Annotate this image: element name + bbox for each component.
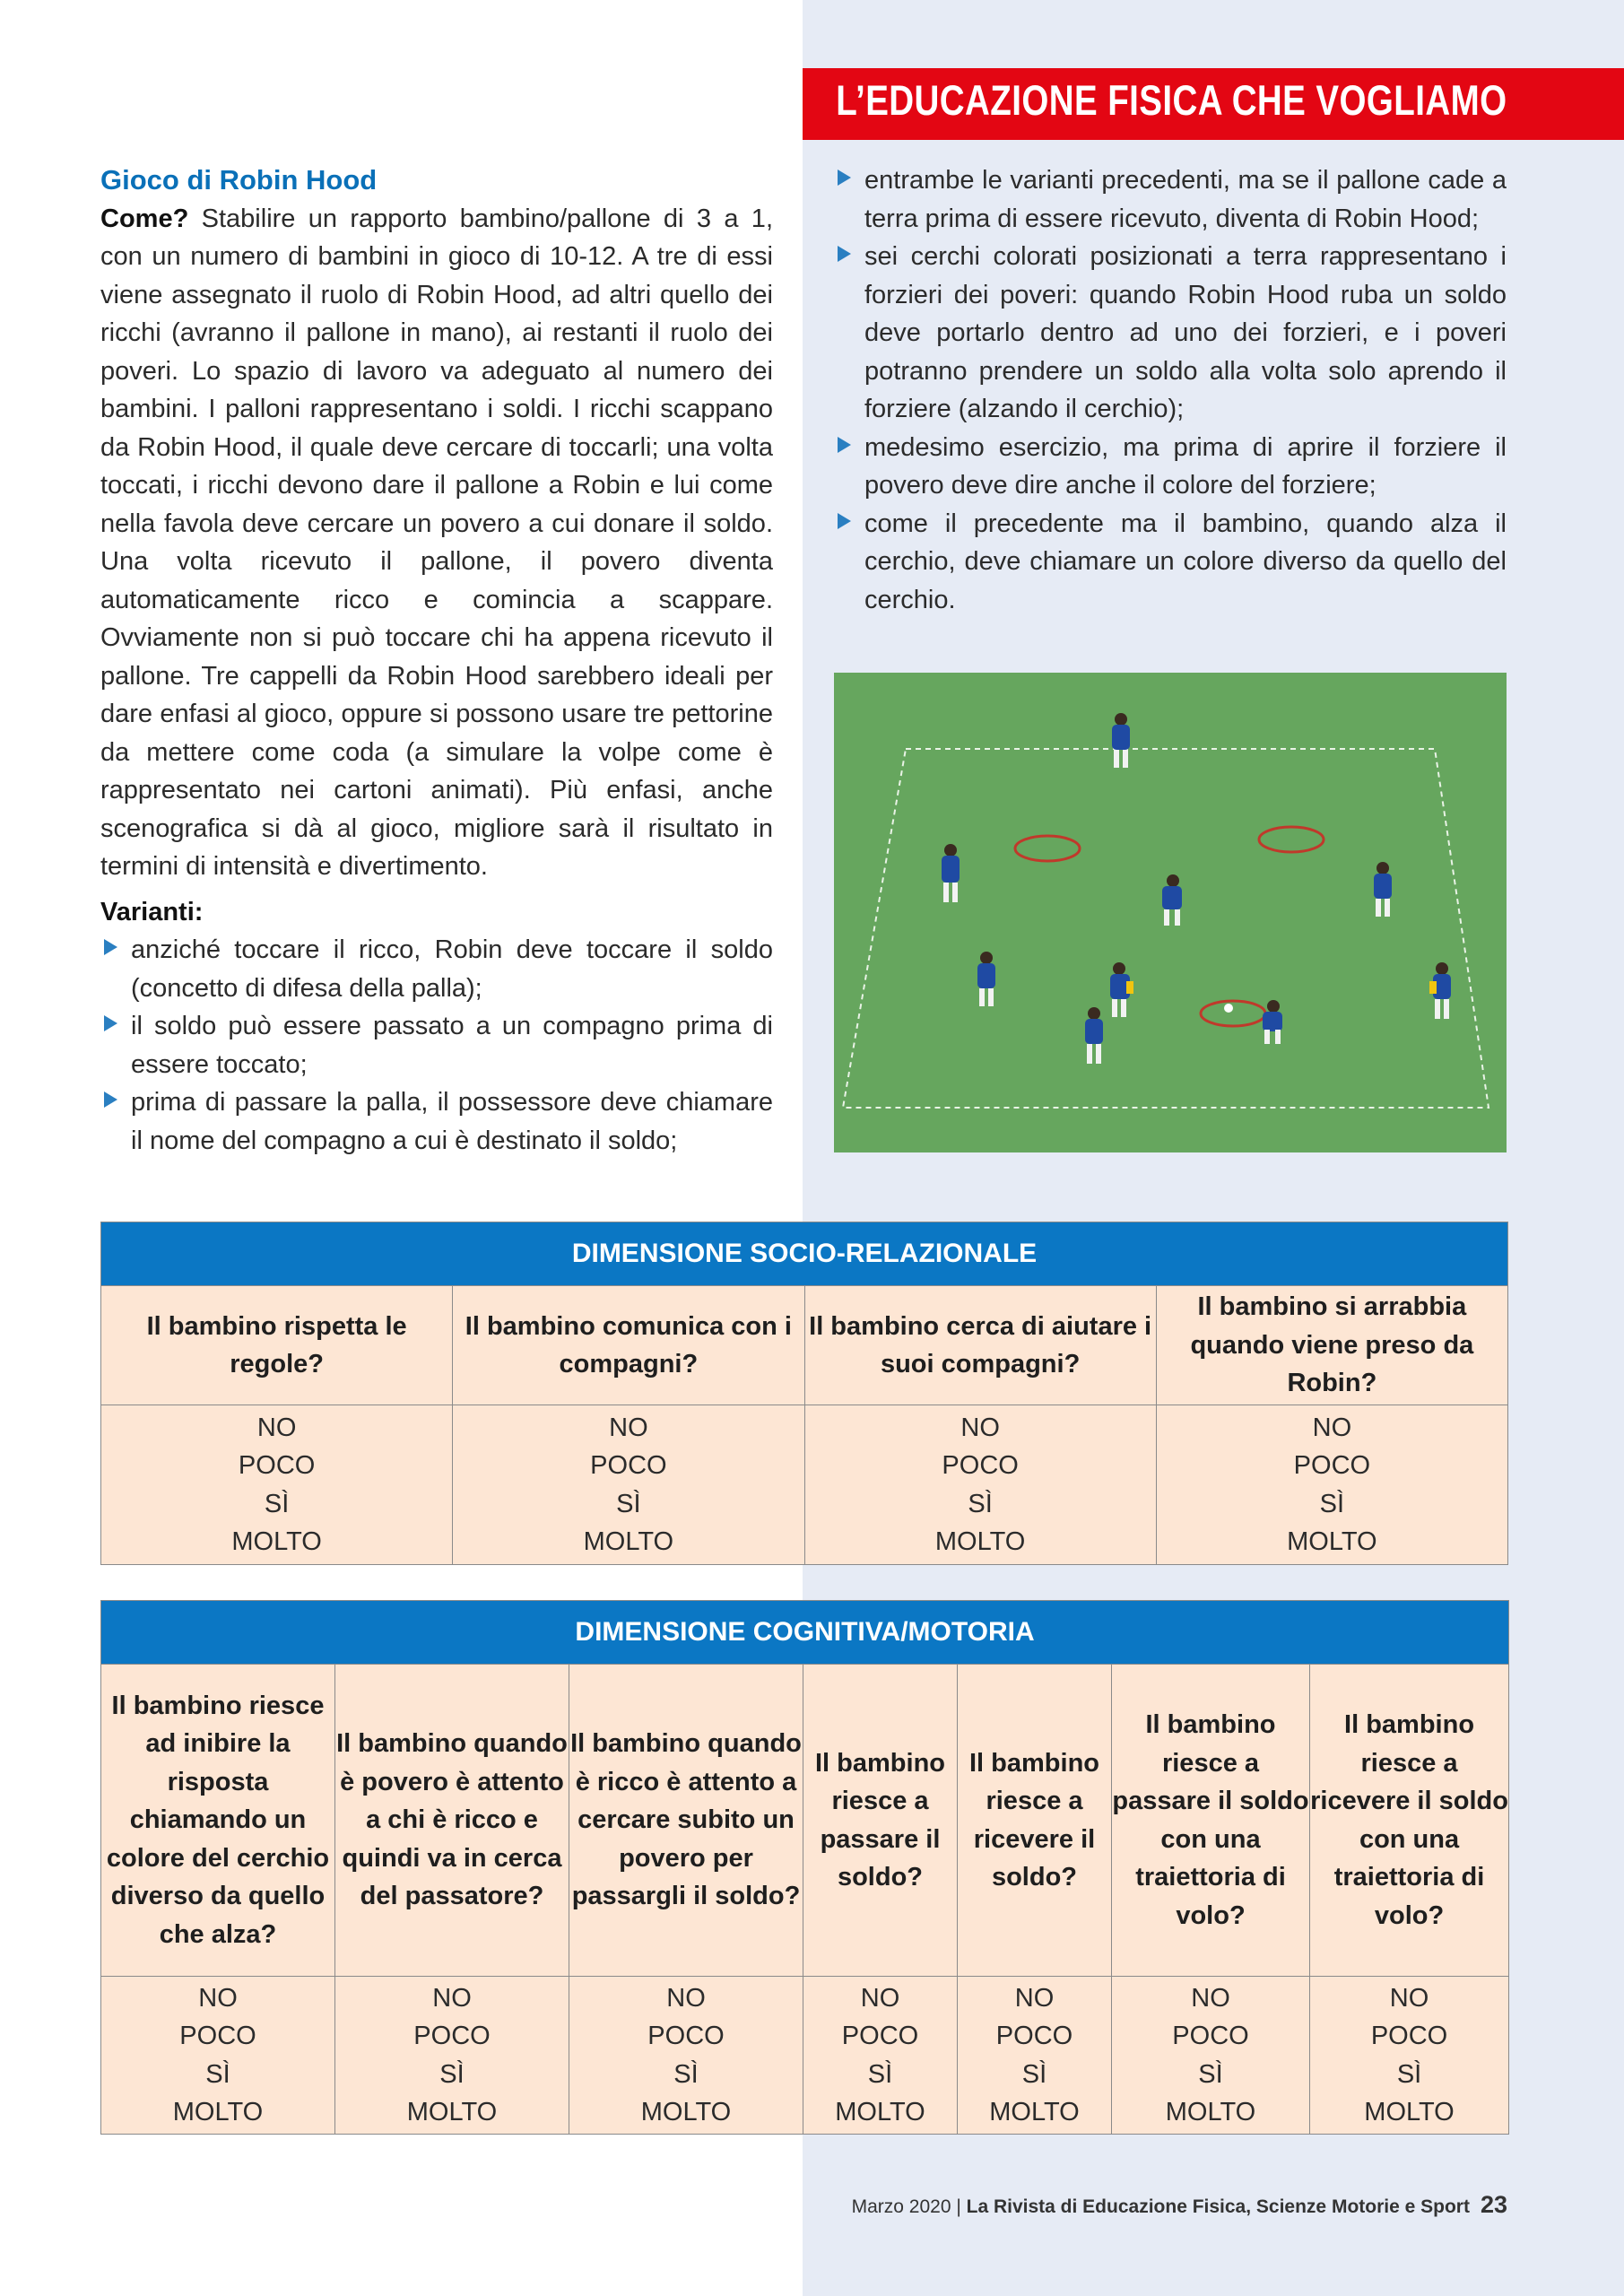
come-text: Stabilire un rapporto bambino/pallone di 3 a 1, con un numero di bambini in gioco di 10-12. A tre di essi viene assegnato il ruolo di Robin Hood, ad altri quello dei ricchi (avranno il pallone in mano), ai restanti il ruolo dei poveri. Lo spazio di lavoro va adeguato al numero dei bambini. I palloni rappresentano i soldi. I ricchi scappano da Robin Hood, il quale deve cercare di toccarli; una volta toccati, i ricchi devono dare il pallone a Robin e lui come nella favola deve cercare un povero a cui donare il soldo. Una volta ricevuto il pallone, il povero diventa automaticamente ricco e comincia a scappare. Ovviamente non si può toccare chi ha appena ricevuto il pallone. Tre cappelli da Robin Hood sarebbero ideali per dare enfasi al gioco, oppure si possono usare tre pettorine da mettere come coda (a simulare la volpe come è rappresentato nei cartoni animati). Più enfasi, anche scenografica si dà al gioco, migliore sarà il risultato in termini di intensità e divertimento. — [100, 204, 773, 881]
answer-options-cell: NO POCO SÌ MOLTO — [569, 1977, 803, 2135]
section-banner — [803, 68, 1624, 140]
question-cell: Il bambino riesce a passare il soldo? — [803, 1665, 958, 1977]
triangle-bullet-icon — [104, 1015, 117, 1031]
triangle-bullet-icon — [838, 246, 851, 262]
question-cell: Il bambino si arrabbia quando viene preso da Robin? — [1156, 1286, 1507, 1405]
page-number: 23 — [1480, 2191, 1507, 2218]
question-cell: Il bambino quando è povero è attento a chi è ricco e quindi va in cerca del passatore? — [335, 1665, 569, 1977]
page-footer — [852, 2191, 1507, 2219]
list-item: entrambe le varianti precedenti, ma se il pallone cade a terra prima di essere ricevuto, diventa di Robin Hood; — [834, 161, 1507, 238]
answer-options-cell: NO POCO SÌ MOLTO — [1112, 1977, 1310, 2135]
question-cell: Il bambino comunica con i compagni? — [453, 1286, 804, 1405]
footer-separator: | — [951, 2196, 967, 2217]
ball-icon — [1224, 1004, 1233, 1013]
answer-options-cell: NO POCO SÌ MOLTO — [453, 1405, 804, 1565]
question-cell: Il bambino rispetta le regole? — [101, 1286, 453, 1405]
question-cell: Il bambino riesce ad inibire la risposta chiamando un colore del cerchio diverso da quello che alza? — [101, 1665, 335, 1977]
cognitive-motor-table — [100, 1600, 1509, 2135]
answer-options-cell: NO POCO SÌ MOLTO — [1156, 1405, 1507, 1565]
footer-date: Marzo 2020 — [851, 2196, 951, 2217]
list-item: come il precedente ma il bambino, quando alza il cerchio, deve chiamare un colore diverso da quello del cerchio. — [834, 505, 1507, 620]
left-column — [100, 161, 773, 1160]
game-field-illustration — [834, 673, 1507, 1152]
triangle-bullet-icon — [104, 1091, 117, 1108]
triangle-bullet-icon — [838, 513, 851, 529]
come-label: Come? — [100, 204, 189, 233]
answer-options-cell: NO POCO SÌ MOLTO — [101, 1405, 453, 1565]
answer-options-cell: NO POCO SÌ MOLTO — [958, 1977, 1112, 2135]
question-cell: Il bambino riesce a ricevere il soldo? — [958, 1665, 1112, 1977]
question-cell: Il bambino riesce a passare il soldo con una traiettoria di volo? — [1112, 1665, 1310, 1977]
answer-options-cell: NO POCO SÌ MOLTO — [804, 1405, 1156, 1565]
question-cell: Il bambino quando è ricco è attento a cercare subito un povero per passargli il soldo? — [569, 1665, 803, 1977]
list-item: medesimo esercizio, ma prima di aprire il forziere il povero deve dire anche il colore del forziere; — [834, 429, 1507, 505]
table-header: DIMENSIONE COGNITIVA/MOTORIA — [101, 1601, 1509, 1665]
answer-options-cell: NO POCO SÌ MOLTO — [101, 1977, 335, 2135]
article-title: Gioco di Robin Hood — [100, 164, 378, 196]
banner-title: L’EDUCAZIONE FISICA CHE VOGLIAMO — [836, 76, 1507, 124]
footer-magazine: La Rivista di Educazione Fisica, Scienze Motorie e Sport — [966, 2196, 1470, 2217]
table-header: DIMENSIONE SOCIO-RELAZIONALE — [101, 1222, 1508, 1286]
right-column — [834, 161, 1507, 619]
socio-relational-table — [100, 1222, 1508, 1565]
answer-options-cell: NO POCO SÌ MOLTO — [335, 1977, 569, 2135]
varianti-heading: Varianti: — [100, 897, 204, 926]
triangle-bullet-icon — [104, 939, 117, 955]
list-item: anziché toccare il ricco, Robin deve toccare il soldo (concetto di difesa della palla); — [100, 931, 773, 1007]
question-cell: Il bambino riesce a ricevere il soldo con una traiettoria di volo? — [1310, 1665, 1509, 1977]
list-item: sei cerchi colorati posizionati a terra rappresentano i forzieri dei poveri: quando Robin Hood ruba un soldo deve portarlo dentro ad uno dei forzieri, e i poveri potranno prendere un soldo alla volta solo aprendo il forziere (alzando il cerchio); — [834, 238, 1507, 429]
triangle-bullet-icon — [838, 437, 851, 453]
varianti-list-left — [100, 931, 773, 1160]
come-paragraph — [100, 200, 773, 886]
triangle-bullet-icon — [838, 170, 851, 186]
list-item: prima di passare la palla, il possessore deve chiamare il nome del compagno a cui è destinato il soldo; — [100, 1083, 773, 1160]
varianti-list-right — [834, 161, 1507, 619]
answer-options-cell: NO POCO SÌ MOLTO — [803, 1977, 958, 2135]
field-drawing — [834, 673, 1507, 1152]
list-item: il soldo può essere passato a un compagno prima di essere toccato; — [100, 1007, 773, 1083]
question-cell: Il bambino cerca di aiutare i suoi compagni? — [804, 1286, 1156, 1405]
answer-options-cell: NO POCO SÌ MOLTO — [1310, 1977, 1509, 2135]
